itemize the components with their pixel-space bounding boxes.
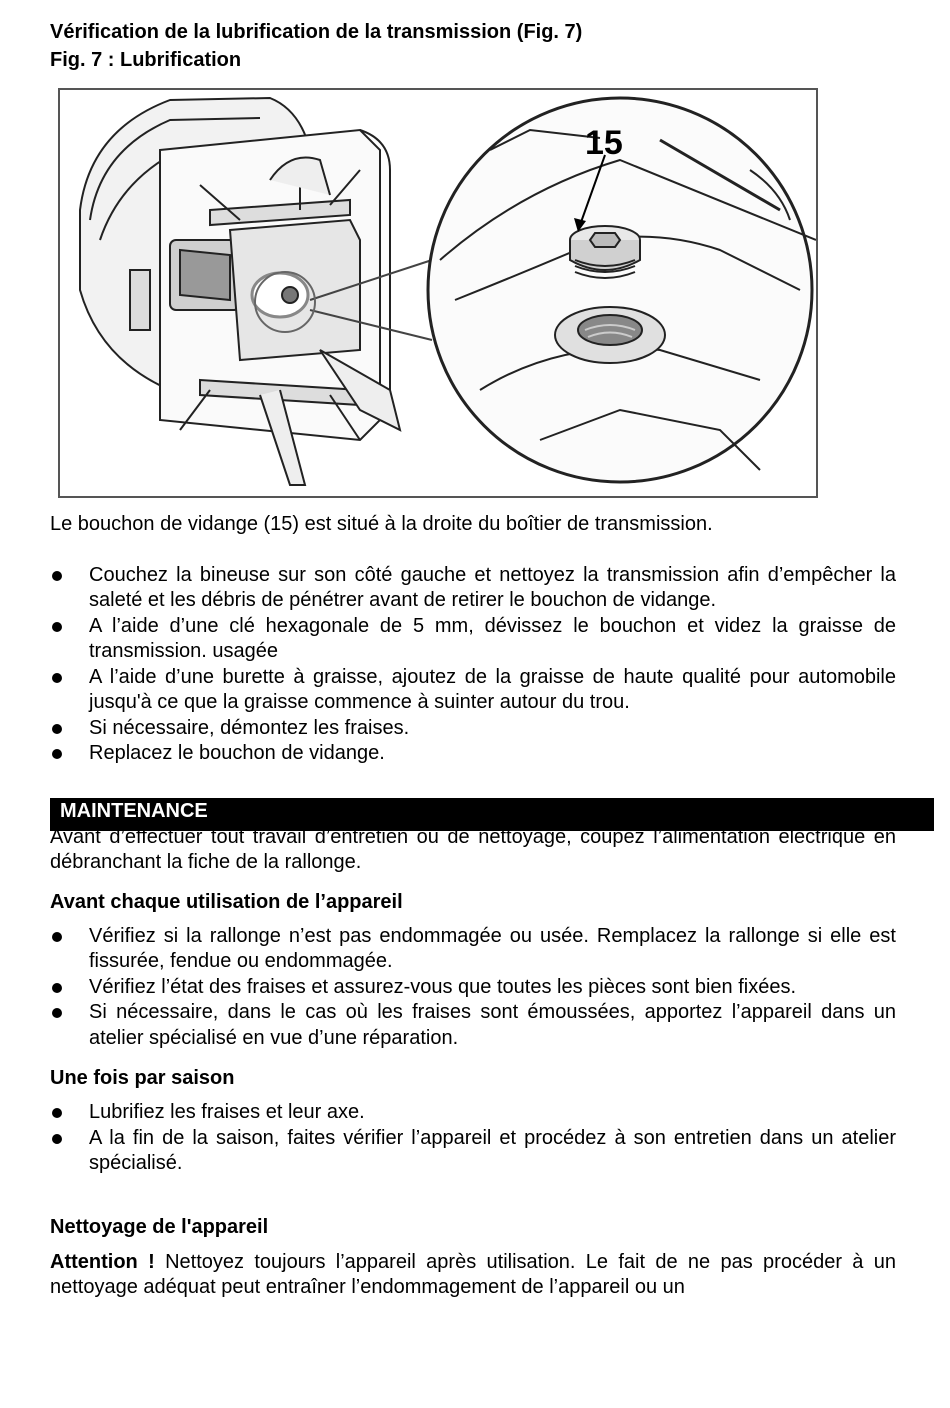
season-heading: Une fois par saison: [50, 1067, 235, 1089]
list-item: Lubrifiez les fraises et leur axe.: [50, 1100, 896, 1126]
bullet-icon: [52, 749, 62, 759]
maintenance-warning: Avant d’effectuer tout travail d’entretien ou de nettoyage, coupez l’alimentation électrique en débranchant la fiche de la rallonge.: [50, 825, 896, 873]
manual-page: [50, 18, 896, 1301]
list-item: Couchez la bineuse sur son côté gauche et nettoyez la transmission afin d’empêcher la saleté et les débris de pénétrer avant de retirer le bouchon de vidange.: [50, 563, 896, 614]
attention-label: Attention !: [50, 1250, 155, 1273]
list-item: Si nécessaire, démontez les fraises.: [50, 716, 896, 742]
list-item: Si nécessaire, dans le cas où les fraises sont émoussées, apportez l’appareil dans un atelier spécialisé en vue d’une réparation.: [50, 1000, 896, 1051]
attention-paragraph: [50, 1250, 896, 1301]
callout-number-label: 15: [585, 124, 623, 162]
season-list: [50, 1100, 896, 1177]
bullet-icon: [52, 673, 62, 683]
list-item: A l’aide d’une clé hexagonale de 5 mm, dévissez le bouchon et videz la graisse de transmission. usagée: [50, 614, 896, 665]
bullet-icon: [52, 724, 62, 734]
figure-caption: Fig. 7 : Lubrification: [50, 49, 242, 71]
attention-text: Nettoyez toujours l’appareil après utilisation. Le fait de ne pas procéder à un nettoyage adéquat peut entraîner l’endommagement de l’appareil ou un: [50, 1250, 896, 1298]
before-use-list: [50, 924, 896, 1052]
intro-text: Le bouchon de vidange (15) est situé à la droite du boîtier de transmission.: [50, 513, 713, 535]
bullet-icon: [52, 983, 62, 993]
cleaning-heading: Nettoyage de l'appareil: [50, 1215, 269, 1238]
bullet-icon: [52, 622, 62, 632]
bullet-icon: [52, 932, 62, 942]
bullet-icon: [52, 571, 62, 581]
maintenance-section-header: MAINTENANCE: [50, 798, 934, 831]
lubrication-figure: [58, 88, 818, 498]
list-item: A l’aide d’une burette à graisse, ajoutez de la graisse de haute qualité pour automobile jusqu'à ce que la graisse commence à suinter autour du trou.: [50, 665, 896, 716]
list-item: Vérifiez si la rallonge n’est pas endommagée ou usée. Remplacez la rallonge si elle est fissurée, fendue ou endommagée.: [50, 924, 896, 975]
bullet-icon: [52, 1108, 62, 1118]
before-use-heading: Avant chaque utilisation de l’appareil: [50, 890, 403, 913]
list-item: Vérifiez l’état des fraises et assurez-vous que toutes les pièces sont bien fixées.: [50, 975, 896, 1001]
bullet-icon: [52, 1134, 62, 1144]
lubrication-steps-list: [50, 563, 896, 767]
section-title: Vérification de la lubrification de la transmission (Fig. 7): [50, 21, 583, 43]
list-item: A la fin de la saison, faites vérifier l’appareil et procédez à son entretien dans un atelier spécialisé.: [50, 1126, 896, 1177]
list-item: Replacez le bouchon de vidange.: [50, 741, 896, 767]
tiller-illustration: [60, 90, 816, 496]
bullet-icon: [52, 1008, 62, 1018]
